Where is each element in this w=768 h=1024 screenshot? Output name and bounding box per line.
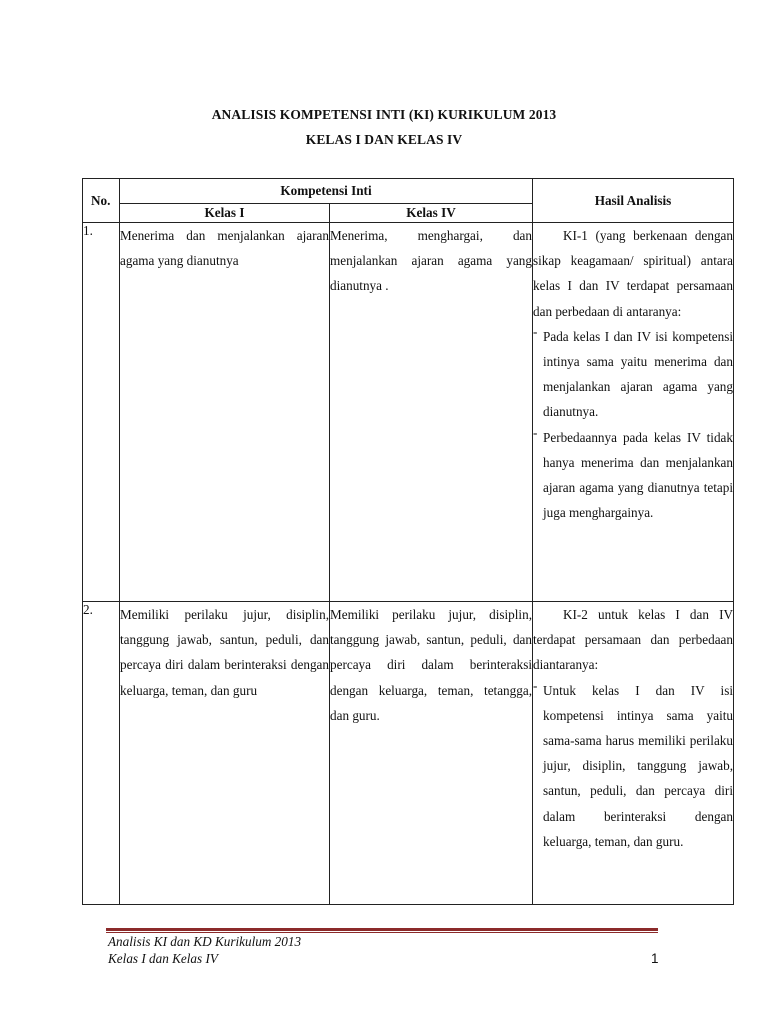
- table-row: [83, 223, 734, 602]
- header-kelas-i: Kelas I: [120, 204, 330, 223]
- bullet-dash: -: [533, 424, 538, 440]
- footer-rule-thick: [106, 928, 658, 931]
- document-subtitle: KELAS I DAN KELAS IV: [305, 132, 463, 147]
- analysis-point: [533, 678, 733, 854]
- analysis-point-text: Perbedaannya pada kelas IV tidak hanya menerima dan menjalankan ajaran agama yang dianutnya tetapi juga menghargainya.: [543, 429, 733, 521]
- kelas-iv-text: Menerima, menghargai, dan menjalankan ajaran agama yang dianutnya .: [330, 228, 532, 294]
- table-row: [83, 602, 734, 905]
- kelas-i-text: Memiliki perilaku jujur, disiplin, tanggung jawab, santun, peduli, dan percaya diri dalam berinteraksi dengan keluarga, teman, dan guru: [120, 607, 329, 698]
- kelas-iv-cell: [330, 602, 533, 905]
- bullet-dash: -: [533, 323, 538, 339]
- analysis-cell: [533, 223, 734, 602]
- kelas-i-text: Menerima dan menjalankan ajaran agama yang dianutnya: [120, 228, 329, 269]
- kelas-iv-text: Memiliki perilaku jujur, disiplin, tanggung jawab, santun, peduli, dan percaya diri dalam berinteraksi dengan keluarga, teman, tetangga, dan guru.: [330, 607, 532, 723]
- kelas-iv-cell: [330, 223, 533, 602]
- analysis-point-text: Pada kelas I dan IV isi kompetensi intinya sama yaitu menerima dan menjalankan ajaran agama yang dianutnya.: [543, 328, 733, 420]
- row-number: 1.: [83, 223, 120, 602]
- header-kompetensi-inti: Kompetensi Inti: [120, 179, 533, 204]
- kelas-i-cell: [120, 602, 330, 905]
- footer-line-2: Kelas I dan Kelas IV: [108, 951, 218, 966]
- analysis-table: [82, 178, 734, 905]
- kelas-i-cell: [120, 223, 330, 602]
- analysis-intro: KI-1 (yang berkenaan dengan sikap keagamaan/ spiritual) antara kelas I dan IV terdapat persamaan dan perbedaan di antaranya:: [533, 228, 733, 319]
- header-hasil-analisis: Hasil Analisis: [533, 179, 734, 223]
- row-number: 2.: [83, 602, 120, 905]
- table-header-row: [83, 179, 734, 204]
- analysis-point: [533, 324, 733, 425]
- analysis-intro: KI-2 untuk kelas I dan IV terdapat persamaan dan perbedaan diantaranya:: [533, 607, 733, 673]
- analysis-point: [533, 425, 733, 526]
- footer-line-1: Analisis KI dan KD Kurikulum 2013: [108, 934, 302, 949]
- bullet-dash: -: [533, 677, 538, 693]
- header-no: No.: [83, 179, 120, 223]
- analysis-point-text: Untuk kelas I dan IV isi kompetensi intinya sama yaitu sama-sama harus memiliki perilaku jujur, disiplin, tanggung jawab, santun, peduli, dan percaya diri dalam berinteraksi dengan keluarga, teman, dan guru.: [543, 682, 733, 849]
- document-title: ANALISIS KOMPETENSI INTI (KI) KURIKULUM 2013: [211, 107, 557, 122]
- page-number: 1: [651, 951, 659, 966]
- header-kelas-iv: Kelas IV: [330, 204, 533, 223]
- footer-rule-thin: [106, 932, 658, 933]
- analysis-cell: [533, 602, 734, 905]
